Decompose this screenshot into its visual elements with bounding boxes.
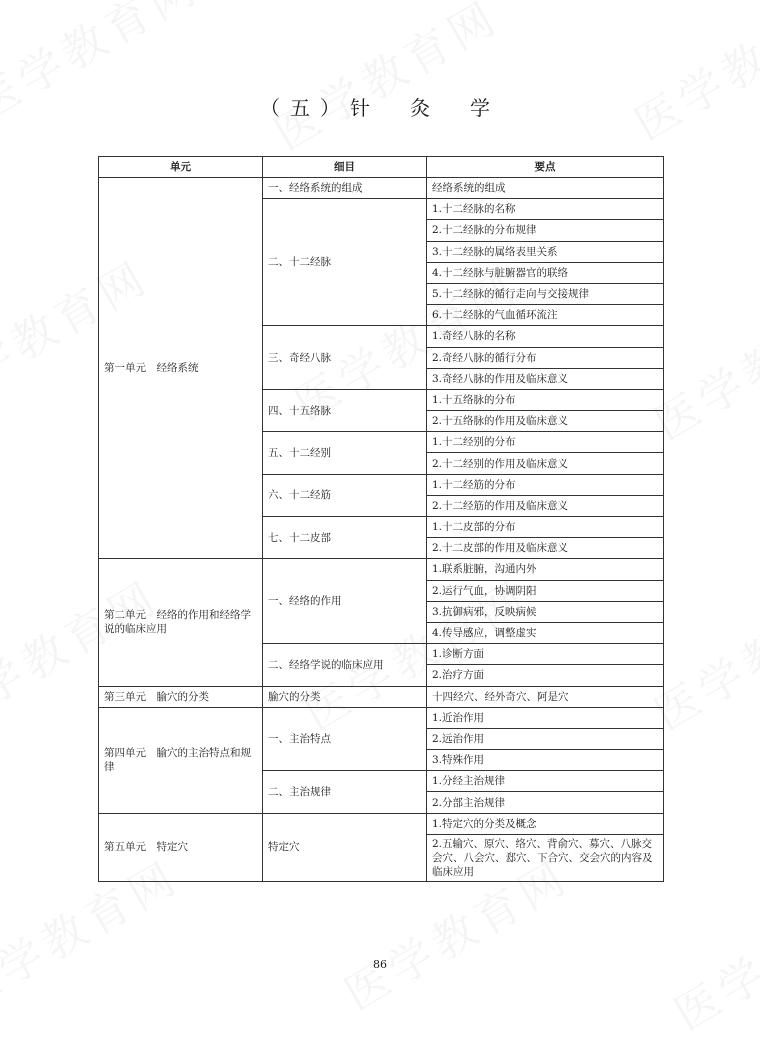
point-cell: 2.十二经别的作用及临床意义 xyxy=(427,453,664,474)
point-cell: 1.近治作用 xyxy=(427,707,664,728)
item-cell: 一、主治特点 xyxy=(263,707,427,771)
point-cell: 2.奇经八脉的循行分布 xyxy=(427,347,664,368)
point-cell: 4.传导感应，调整虚实 xyxy=(427,622,664,643)
item-cell: 特定穴 xyxy=(263,813,427,881)
point-cell: 1.诊断方面 xyxy=(427,644,664,665)
page-title: （五）针 灸 学 xyxy=(260,96,500,120)
point-cell: 1.十五络脉的分布 xyxy=(427,389,664,410)
point-cell: 2.治疗方面 xyxy=(427,665,664,686)
item-cell: 一、经络系统的组成 xyxy=(263,178,427,199)
point-cell: 3.抗御病邪，反映病候 xyxy=(427,601,664,622)
point-cell: 2.运行气血，协调阴阳 xyxy=(427,580,664,601)
item-cell: 七、十二皮部 xyxy=(263,517,427,559)
item-cell: 二、经络学说的临床应用 xyxy=(263,644,427,686)
table-row xyxy=(99,686,664,707)
table-header-row xyxy=(99,157,664,178)
watermark xyxy=(621,0,760,152)
table-row xyxy=(99,707,664,728)
point-cell: 2.远治作用 xyxy=(427,728,664,749)
syllabus-table xyxy=(98,156,664,882)
point-cell: 1.十二经筋的分布 xyxy=(427,474,664,495)
point-cell: 1.奇经八脉的名称 xyxy=(427,326,664,347)
point-cell: 经络系统的组成 xyxy=(427,178,664,199)
point-cell: 3.奇经八脉的作用及临床意义 xyxy=(427,368,664,389)
unit-cell: 第二单元 经络的作用和经络学说的临床应用 xyxy=(99,559,263,686)
item-cell: 四、十五络脉 xyxy=(263,389,427,431)
header-item: 细目 xyxy=(263,157,427,178)
point-cell: 2.十五络脉的作用及临床意义 xyxy=(427,411,664,432)
point-cell: 4.十二经脉与脏腑器官的联络 xyxy=(427,262,664,283)
point-cell: 3.十二经脉的属络表里关系 xyxy=(427,241,664,262)
table-row xyxy=(99,813,664,834)
item-cell: 六、十二经筋 xyxy=(263,474,427,516)
watermark xyxy=(661,862,760,1042)
item-cell: 腧穴的分类 xyxy=(263,686,427,707)
point-cell: 6.十二经脉的气血循环流注 xyxy=(427,305,664,326)
point-cell: 1.十二经别的分布 xyxy=(427,432,664,453)
item-cell: 二、十二经脉 xyxy=(263,199,427,326)
point-cell: 2.十二皮部的作用及临床意义 xyxy=(427,538,664,559)
point-cell: 1.十二皮部的分布 xyxy=(427,517,664,538)
item-cell: 五、十二经别 xyxy=(263,432,427,474)
point-cell: 3.特殊作用 xyxy=(427,750,664,771)
point-cell: 1.十二经脉的名称 xyxy=(427,199,664,220)
point-cell: 十四经穴、经外奇穴、阿是穴 xyxy=(427,686,664,707)
point-cell: 2.十二经脉的分布规律 xyxy=(427,220,664,241)
header-unit: 单元 xyxy=(99,157,263,178)
point-cell: 1.分经主治规律 xyxy=(427,771,664,792)
point-cell: 1.特定穴的分类及概念 xyxy=(427,813,664,834)
header-points: 要点 xyxy=(427,157,664,178)
item-cell: 二、主治规律 xyxy=(263,771,427,813)
unit-cell: 第五单元 特定穴 xyxy=(99,813,263,881)
page-number: 86 xyxy=(373,958,387,971)
item-cell: 一、经络的作用 xyxy=(263,559,427,644)
watermark xyxy=(261,0,510,162)
point-cell: 2.分部主治规律 xyxy=(427,792,664,813)
unit-cell: 第四单元 腧穴的主治特点和规律 xyxy=(99,707,263,813)
unit-cell: 第三单元 腧穴的分类 xyxy=(99,686,263,707)
table-row xyxy=(99,559,664,580)
point-cell: 2.五输穴、原穴、络穴、背俞穴、募穴、八脉交会穴、八会穴、郄穴、下合穴、交会穴的内容及临床应用 xyxy=(427,834,664,881)
table-row xyxy=(99,178,664,199)
point-cell: 2.十二经筋的作用及临床意义 xyxy=(427,495,664,516)
point-cell: 1.联系脏腑，沟通内外 xyxy=(427,559,664,580)
unit-cell: 第一单元 经络系统 xyxy=(99,178,263,559)
item-cell: 三、奇经八脉 xyxy=(263,326,427,390)
point-cell: 5.十二经脉的循行走向与交接规律 xyxy=(427,283,664,304)
